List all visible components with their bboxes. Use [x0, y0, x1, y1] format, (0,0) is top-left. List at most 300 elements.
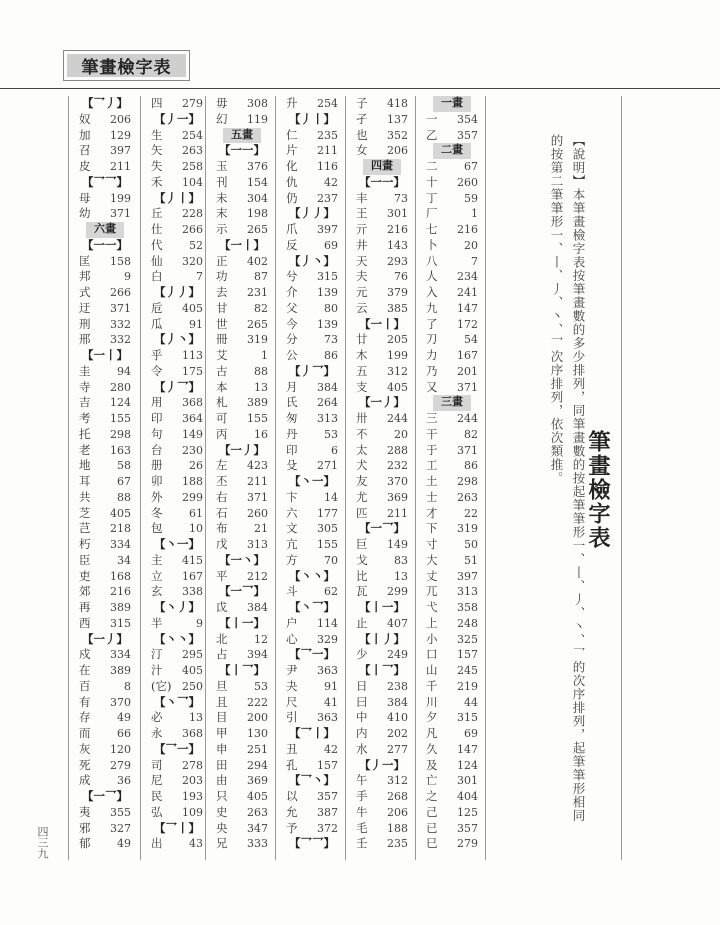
- index-entry: [69, 584, 138, 600]
- entry-page-number: 76: [394, 270, 408, 284]
- entry-character: 予: [286, 820, 298, 835]
- index-entry: [416, 584, 485, 600]
- entry-page-number: 147: [457, 301, 478, 315]
- index-entry: [206, 380, 275, 396]
- index-entry: [416, 679, 485, 695]
- entry-character: 分: [286, 332, 298, 347]
- index-entry: [276, 395, 345, 411]
- entry-page-number: 333: [247, 837, 268, 851]
- entry-character: 古: [216, 363, 228, 378]
- page-number: 四三九: [36, 826, 49, 859]
- entry-character: 丁: [426, 190, 438, 205]
- entry-page-number: 379: [387, 286, 408, 299]
- entry-page-number: 280: [110, 380, 131, 394]
- entry-character: 玄: [151, 584, 163, 599]
- index-entry: [206, 254, 275, 270]
- entry-page-number: 319: [247, 333, 268, 347]
- index-entry: [346, 254, 415, 270]
- index-entry: [416, 663, 485, 679]
- index-entry: [346, 380, 415, 396]
- entry-character: 井: [356, 237, 368, 252]
- entry-page-number: 268: [387, 790, 408, 803]
- entry-character: 甘: [216, 300, 228, 315]
- entry-page-number: 6: [331, 443, 338, 457]
- index-entry: [416, 569, 485, 585]
- entry-character: 方: [286, 552, 298, 567]
- index-entry: [141, 553, 210, 569]
- entry-character: 毛: [356, 820, 368, 835]
- entry-page-number: 1: [261, 349, 268, 362]
- entry-page-number: 201: [457, 364, 478, 378]
- entry-character: 尤: [356, 489, 368, 504]
- index-entry: [69, 427, 138, 443]
- entry-character: 七: [426, 222, 438, 236]
- entry-character: 用: [151, 395, 163, 410]
- entry-page-number: 216: [110, 585, 131, 599]
- entry-page-number: 389: [110, 664, 131, 677]
- entry-character: 匡: [79, 253, 91, 268]
- entry-page-number: 235: [317, 128, 338, 142]
- entry-character: 主: [151, 552, 163, 567]
- entry-page-number: 44: [464, 695, 478, 709]
- index-entry: [69, 836, 138, 852]
- entry-page-number: 312: [387, 774, 408, 788]
- entry-character: 支: [356, 379, 368, 394]
- stroke-group-heading: 【乛丿】: [82, 96, 128, 110]
- entry-page-number: 258: [182, 160, 203, 173]
- entry-character: 仁: [286, 127, 298, 142]
- entry-page-number: 334: [110, 538, 131, 551]
- entry-character: 中: [356, 710, 368, 725]
- index-entry: [69, 395, 138, 411]
- index-column: [68, 96, 138, 860]
- index-entry: [206, 411, 275, 427]
- index-entry: [346, 647, 415, 663]
- entry-character: 天: [356, 253, 368, 268]
- entry-page-number: 188: [387, 821, 408, 835]
- index-entry: [141, 647, 210, 663]
- stroke-group-heading: 【丨一】: [219, 615, 265, 630]
- entry-page-number: 124: [110, 396, 131, 410]
- entry-page-number: 355: [110, 805, 131, 819]
- entry-page-number: 394: [247, 648, 268, 662]
- entry-page-number: 59: [464, 191, 478, 205]
- entry-character: 夫: [356, 269, 368, 284]
- entry-page-number: 88: [254, 364, 268, 378]
- index-entry: [69, 616, 138, 632]
- entry-page-number: 82: [464, 427, 478, 441]
- entry-character: 郊: [79, 584, 91, 599]
- index-entry: [141, 805, 210, 821]
- entry-page-number: 248: [457, 616, 478, 630]
- entry-character: 外: [151, 489, 163, 504]
- entry-page-number: 34: [117, 553, 131, 567]
- index-entry: [69, 506, 138, 522]
- stroke-group-heading: 【一丨】: [82, 348, 128, 362]
- entry-page-number: 155: [247, 412, 268, 425]
- entry-page-number: 163: [110, 443, 131, 457]
- entry-page-number: 312: [387, 364, 408, 378]
- stroke-count-label: 二畫: [433, 143, 471, 159]
- entry-character: 父: [286, 300, 298, 315]
- entry-character: 功: [216, 269, 228, 284]
- entry-character: 丈: [426, 568, 438, 583]
- index-entry: [69, 269, 138, 285]
- entry-character: 尺: [286, 694, 298, 709]
- entry-page-number: 369: [247, 774, 268, 788]
- index-entry: [276, 143, 345, 159]
- entry-page-number: 202: [387, 727, 408, 740]
- entry-page-number: 143: [387, 238, 408, 252]
- stroke-group-heading: 【丿一】: [359, 757, 405, 772]
- entry-page-number: 58: [117, 459, 131, 473]
- entry-character: 令: [151, 363, 163, 378]
- entry-page-number: 315: [457, 711, 478, 725]
- entry-page-number: 368: [182, 396, 203, 410]
- stroke-group-heading: 【一乛】: [82, 789, 128, 803]
- stroke-group-heading: 【乛乛】: [82, 174, 128, 189]
- index-entry: [141, 521, 210, 537]
- entry-page-number: 334: [110, 648, 131, 662]
- entry-page-number: 52: [189, 238, 203, 252]
- index-entry: [416, 789, 485, 805]
- entry-page-number: 228: [182, 207, 203, 221]
- entry-character: 臣: [79, 552, 91, 567]
- entry-character: 木: [356, 348, 368, 362]
- index-entry: [206, 269, 275, 285]
- entry-character: 皮: [79, 159, 91, 173]
- entry-character: 郁: [79, 836, 91, 851]
- entry-character: 由: [216, 773, 228, 788]
- entry-page-number: 206: [387, 805, 408, 819]
- index-entry: [206, 175, 275, 191]
- entry-character: 奴: [79, 111, 91, 126]
- index-entry: [141, 490, 210, 506]
- index-entry: [416, 742, 485, 758]
- entry-character: 灰: [79, 741, 91, 756]
- index-entry: [346, 348, 415, 364]
- entry-page-number: 50: [464, 538, 478, 551]
- entry-character: 史: [216, 804, 228, 819]
- entry-page-number: 315: [110, 616, 131, 630]
- entry-character: 水: [356, 741, 368, 756]
- entry-character: 丙: [216, 426, 228, 441]
- stroke-group-heading: 【丶乛】: [154, 694, 200, 709]
- index-entry: [69, 474, 138, 490]
- stroke-count-label: 五畫: [223, 128, 261, 144]
- index-entry: [416, 222, 485, 238]
- entry-page-number: 315: [317, 270, 338, 284]
- entry-character: 平: [216, 568, 228, 583]
- index-entry: [346, 458, 415, 474]
- entry-page-number: 113: [182, 349, 203, 362]
- index-entry: [276, 458, 345, 474]
- entry-page-number: 279: [110, 758, 131, 772]
- index-entry: [69, 521, 138, 537]
- entry-character: 召: [79, 143, 91, 158]
- entry-character: 也: [356, 127, 368, 142]
- entry-character: 必: [151, 710, 163, 725]
- stroke-group-heading: 【一丨】: [219, 237, 265, 252]
- index-entry: [416, 348, 485, 364]
- entry-character: 芑: [79, 521, 91, 536]
- index-entry: [69, 726, 138, 742]
- index-entry: [206, 458, 275, 474]
- entry-character: 仍: [286, 190, 298, 205]
- entry-page-number: 358: [457, 601, 478, 614]
- entry-page-number: 119: [247, 112, 268, 126]
- entry-page-number: 308: [247, 97, 268, 110]
- entry-character: 甲: [216, 726, 228, 740]
- entry-character: 卞: [286, 489, 298, 504]
- index-entry: [69, 159, 138, 175]
- entry-character: 少: [356, 647, 368, 662]
- index-entry: [276, 695, 345, 711]
- index-entry: [141, 710, 210, 726]
- entry-character: 今: [286, 316, 298, 331]
- index-entry: [276, 805, 345, 821]
- entry-page-number: 313: [457, 585, 478, 599]
- entry-page-number: 109: [182, 805, 203, 819]
- index-entry: [346, 128, 415, 144]
- entry-character: 考: [79, 411, 91, 425]
- entry-page-number: 295: [182, 648, 203, 662]
- entry-character: 兀: [426, 584, 438, 599]
- entry-page-number: 69: [464, 727, 478, 740]
- stroke-group-heading: 【一乛】: [219, 584, 265, 599]
- entry-character: 句: [151, 426, 163, 441]
- index-entry: [69, 380, 138, 396]
- entry-character: 化: [286, 159, 298, 173]
- stroke-group-heading: 【丿丿】: [154, 285, 200, 299]
- entry-character: 王: [356, 206, 368, 221]
- entry-character: 升: [286, 96, 298, 110]
- entry-page-number: 407: [387, 616, 408, 630]
- entry-page-number: 329: [317, 632, 338, 646]
- entry-page-number: 167: [182, 569, 203, 583]
- index-entry: [346, 584, 415, 600]
- index-entry: [141, 616, 210, 632]
- index-entry: [276, 537, 345, 553]
- entry-page-number: 188: [182, 475, 203, 488]
- entry-character: 仕: [151, 222, 163, 236]
- entry-page-number: 238: [387, 679, 408, 693]
- entry-page-number: 175: [182, 364, 203, 378]
- entry-page-number: 250: [182, 679, 203, 693]
- entry-page-number: 277: [387, 742, 408, 756]
- entry-character: 寺: [79, 379, 91, 394]
- entry-character: 目: [216, 710, 228, 725]
- entry-page-number: 357: [457, 128, 478, 142]
- entry-character: 刊: [216, 174, 228, 189]
- explanation-heading: 【說明】: [571, 134, 586, 188]
- entry-character: 只: [216, 789, 228, 803]
- entry-character: 乙: [426, 127, 438, 142]
- index-entry: [276, 710, 345, 726]
- entry-character: 殳: [286, 458, 298, 473]
- entry-character: 出: [151, 836, 163, 851]
- entry-page-number: 199: [387, 349, 408, 362]
- entry-page-number: 91: [324, 679, 338, 693]
- entry-character: 六: [286, 505, 298, 520]
- index-entry: [141, 411, 210, 427]
- index-entry: [416, 285, 485, 301]
- index-entry: [69, 332, 138, 348]
- entry-page-number: 219: [457, 679, 478, 693]
- entry-page-number: 354: [457, 112, 478, 126]
- entry-page-number: 265: [247, 223, 268, 236]
- entry-page-number: 124: [457, 758, 478, 772]
- index-entry: [206, 773, 275, 789]
- entry-page-number: 263: [182, 144, 203, 158]
- index-entry: [69, 679, 138, 695]
- entry-page-number: 241: [457, 286, 478, 299]
- entry-character: 世: [216, 316, 228, 331]
- index-entry: [416, 175, 485, 191]
- index-entry: [346, 112, 415, 128]
- index-entry: [346, 789, 415, 805]
- entry-character: 成: [79, 773, 91, 788]
- entry-character: 本: [216, 379, 228, 394]
- entry-character: 代: [151, 237, 163, 252]
- entry-page-number: 139: [317, 317, 338, 331]
- index-entry: [141, 206, 210, 222]
- index-column: [275, 96, 345, 860]
- index-entry: [206, 112, 275, 128]
- entry-character: 匹: [356, 505, 368, 520]
- index-entry: [416, 632, 485, 648]
- index-entry: [416, 836, 485, 852]
- stroke-group-heading: 【丿一】: [154, 111, 200, 126]
- index-entry: [69, 537, 138, 553]
- entry-character: 廿: [356, 332, 368, 347]
- entry-page-number: 91: [189, 317, 203, 331]
- index-entry: [206, 317, 275, 333]
- entry-character: 夕: [426, 710, 438, 725]
- entry-page-number: 41: [324, 695, 338, 709]
- index-entry: [416, 695, 485, 711]
- stroke-group-heading: 【丿丶】: [154, 332, 200, 347]
- entry-character: 冬: [151, 505, 163, 520]
- entry-page-number: 73: [394, 191, 408, 205]
- index-entry: [206, 647, 275, 663]
- index-entry: [141, 443, 210, 459]
- index-entry: [276, 317, 345, 333]
- entry-page-number: 279: [457, 837, 478, 851]
- entry-character: 友: [356, 474, 368, 488]
- entry-character: 汀: [151, 647, 163, 662]
- entry-character: 弘: [151, 804, 163, 819]
- index-entry: [346, 679, 415, 695]
- entry-character: 厂: [426, 206, 438, 221]
- index-entry: [346, 301, 415, 317]
- entry-character: 示: [216, 222, 228, 236]
- index-entry: [206, 301, 275, 317]
- entry-character: 在: [79, 663, 91, 677]
- entry-character: 干: [426, 426, 438, 441]
- entry-page-number: 206: [110, 112, 131, 126]
- index-entry: [69, 710, 138, 726]
- entry-page-number: 332: [110, 317, 131, 331]
- index-entry: [276, 222, 345, 238]
- stroke-group-heading: 【丿丨】: [289, 111, 335, 126]
- entry-character: 公: [286, 348, 298, 362]
- stroke-group-heading: 【丿丨】: [154, 190, 200, 205]
- entry-character: 毋: [216, 96, 228, 110]
- index-entry: [416, 600, 485, 616]
- entry-page-number: 147: [457, 742, 478, 756]
- entry-page-number: 319: [457, 522, 478, 536]
- entry-character: 犬: [356, 458, 368, 473]
- entry-character: 允: [286, 804, 298, 819]
- index-entry: [416, 301, 485, 317]
- entry-page-number: 7: [196, 270, 203, 284]
- page-header-title: 筆畫檢字表: [67, 54, 186, 77]
- entry-page-number: 301: [457, 774, 478, 788]
- entry-character: 印: [151, 411, 163, 425]
- index-entry: [346, 695, 415, 711]
- entry-page-number: 53: [324, 427, 338, 441]
- entry-page-number: 88: [117, 490, 131, 504]
- entry-character: 反: [286, 237, 298, 252]
- entry-page-number: 371: [457, 380, 478, 394]
- index-entry: [416, 726, 485, 742]
- entry-page-number: 305: [317, 522, 338, 536]
- entry-character: 北: [216, 631, 228, 646]
- entry-page-number: 397: [110, 144, 131, 158]
- entry-character: (它): [151, 678, 172, 693]
- index-entry: [69, 301, 138, 317]
- index-entry: [346, 96, 415, 112]
- index-entry: [206, 836, 275, 852]
- index-entry: [206, 726, 275, 742]
- entry-character: 八: [426, 253, 438, 268]
- index-entry: [276, 490, 345, 506]
- entry-page-number: 155: [317, 538, 338, 551]
- index-entry: [206, 521, 275, 537]
- entry-character: 人: [426, 269, 438, 284]
- index-entry: [141, 726, 210, 742]
- entry-character: 迂: [79, 300, 91, 315]
- entry-page-number: 193: [182, 790, 203, 803]
- entry-page-number: 36: [117, 774, 131, 788]
- entry-page-number: 389: [110, 601, 131, 614]
- index-entry: [141, 395, 210, 411]
- index-entry: [276, 380, 345, 396]
- entry-character: 包: [151, 521, 163, 536]
- entry-page-number: 62: [324, 585, 338, 599]
- index-entry: [141, 159, 210, 175]
- stroke-count-heading: [69, 222, 138, 238]
- entry-character: 卮: [151, 300, 163, 315]
- entry-character: 内: [356, 726, 368, 740]
- entry-page-number: 73: [324, 333, 338, 347]
- entry-character: 邪: [79, 820, 91, 835]
- index-entry: [276, 443, 345, 459]
- index-entry: [141, 96, 210, 112]
- index-entry: [346, 773, 415, 789]
- entry-page-number: 384: [317, 380, 338, 394]
- entry-page-number: 211: [317, 144, 338, 158]
- index-entry: [346, 805, 415, 821]
- side-title: 筆畫檢字表: [585, 430, 611, 550]
- stroke-count-heading: [416, 395, 485, 411]
- entry-character: 及: [426, 757, 438, 772]
- index-entry: [206, 332, 275, 348]
- index-entry: [416, 411, 485, 427]
- entry-character: 卯: [151, 474, 163, 488]
- entry-character: 末: [216, 206, 228, 221]
